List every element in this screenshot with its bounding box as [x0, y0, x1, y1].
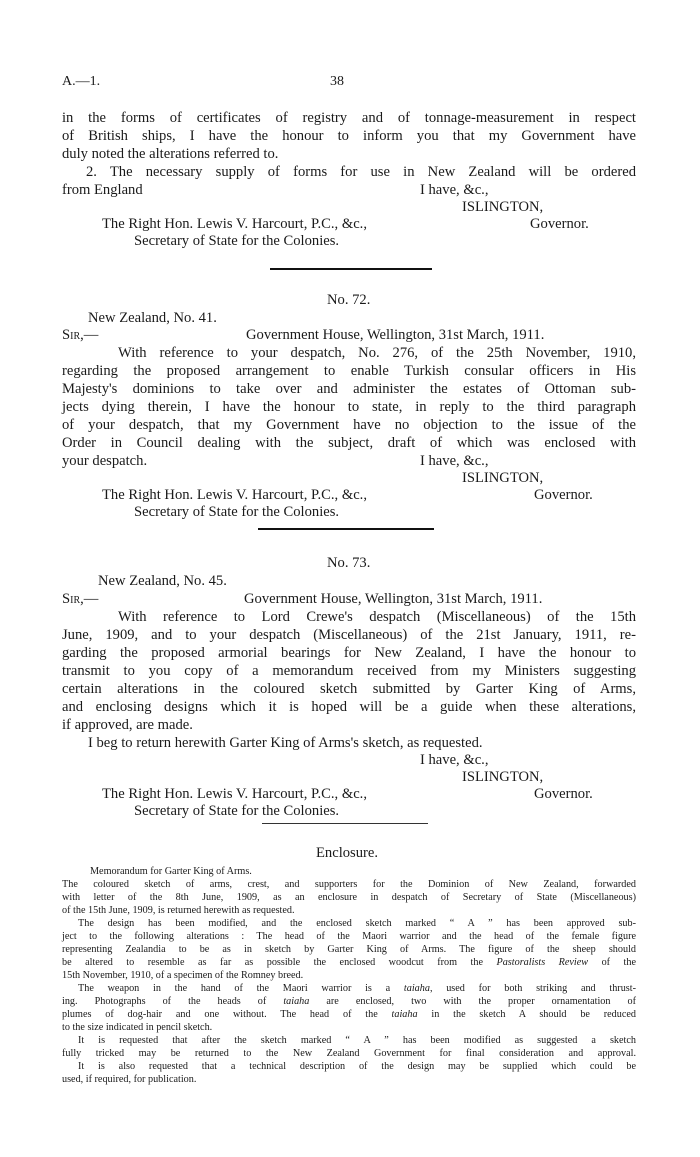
text-line: of your despatch, that my Government have no objection to the issue of the — [62, 417, 636, 433]
closing-have: I have, &c., — [420, 453, 489, 469]
page-number: 38 — [330, 74, 344, 89]
text-span: ing. Photographs of the heads of — [62, 996, 284, 1007]
addressee: The Right Hon. Lewis V. Harcourt, P.C., &c., — [102, 216, 367, 232]
text-line: if approved, are made. — [62, 717, 193, 733]
text-span: be altered to resemble as far as possible the enclosed woodcut from the — [62, 957, 497, 968]
addressee: The Right Hon. Lewis V. Harcourt, P.C., &c., — [102, 786, 367, 802]
text-span: The weapon in the hand of the Maori warrior is a — [78, 983, 404, 994]
despatch-number: No. 72. — [327, 292, 371, 308]
salutation: Sir,— — [62, 591, 99, 607]
signer-name: ISLINGTON, — [462, 769, 544, 785]
text-span-italic: taiaha — [283, 996, 310, 1007]
text-line: June, 1909, and to your despatch (Miscellaneous) of the 21st January, 1911, re- — [62, 627, 636, 643]
signer-role: Governor. — [534, 786, 593, 802]
text-line: Order in Council dealing with the subject, draft of which was enclosed with — [62, 435, 636, 451]
addressee-title: Secretary of State for the Colonies. — [134, 504, 340, 520]
text-span-italic: taiaha — [403, 983, 430, 994]
text-line — [78, 983, 636, 996]
text-line: Majesty's dominions to take over and administer the estates of Ottoman sub- — [62, 381, 636, 397]
text-line: representing Zealandia to be as in sketch by Garter King of Arms. The figure of the sheep should — [62, 944, 636, 955]
text-line: With reference to your despatch, No. 276, of the 25th November, 1910, — [118, 345, 636, 361]
despatch-reference: New Zealand, No. 41. — [88, 310, 217, 326]
text-line: 15th November, 1910, of a specimen of the Romney breed. — [62, 970, 304, 981]
text-line: The coloured sketch of arms, crest, and supporters for the Dominion of New Zealand, forwarded — [62, 879, 636, 890]
text-line: garding the proposed armorial bearings for New Zealand, I have the honour to — [62, 645, 636, 661]
signer-name: ISLINGTON, — [462, 470, 544, 486]
text-line: and enclosing designs which it is hoped will be a guide when these alterations, — [62, 699, 636, 715]
text-line: your despatch. — [62, 453, 148, 469]
text-line: duly noted the alterations referred to. — [62, 146, 279, 162]
despatch-number: No. 73. — [327, 555, 371, 571]
text-span-italic: Pastoralists Review — [496, 957, 589, 968]
addressee: The Right Hon. Lewis V. Harcourt, P.C., &c., — [102, 487, 367, 503]
closing-have: I have, &c., — [420, 182, 489, 198]
text-line: fully tricked may be returned to the New Zealand Government for final consideration and approval. — [62, 1048, 636, 1059]
text-line: It is also requested that a technical description of the design may be supplied which could be — [78, 1061, 636, 1072]
despatch-place-date: Government House, Wellington, 31st March, 1911. — [246, 327, 545, 343]
text-line: certain alterations in the coloured sketch submitted by Garter King of Arms, — [62, 681, 636, 697]
enclosure-title: Enclosure. — [316, 845, 379, 861]
text-span: are enclosed, two with the proper ornamentation of — [309, 996, 636, 1007]
section-divider — [270, 268, 432, 270]
text-span-italic: taiaha — [391, 1009, 418, 1020]
section-divider — [262, 823, 428, 824]
page-reference: A.—1. — [62, 74, 101, 89]
text-line: jects dying therein, I have the honour to state, in reply to the third paragraph — [62, 399, 636, 415]
text-line — [62, 1009, 636, 1022]
section-divider — [258, 528, 434, 530]
text-line: of British ships, I have the honour to inform you that my Government have — [62, 128, 636, 144]
despatch-place-date: Government House, Wellington, 31st March, 1911. — [244, 591, 543, 607]
text-line: of the 15th June, 1909, is returned herewith as requested. — [62, 905, 295, 916]
text-line — [62, 957, 636, 970]
text-line: regarding the proposed arrangement to enable Turkish consular officers in His — [62, 363, 636, 379]
text-line: transmit to you copy of a memorandum received from my Ministers suggesting — [62, 663, 636, 679]
salutation: Sir,— — [62, 327, 99, 343]
text-line — [62, 996, 636, 1009]
addressee-title: Secretary of State for the Colonies. — [134, 803, 340, 819]
addressee-title: Secretary of State for the Colonies. — [134, 233, 340, 249]
memo-heading: Memorandum for Garter King of Arms. — [90, 866, 252, 877]
text-line: 2. The necessary supply of forms for use in New Zealand will be ordered — [86, 164, 636, 180]
text-line: ject to the following alterations : The head of the Maori warrior and the head of the female figure — [62, 931, 636, 942]
signer-name: ISLINGTON, — [462, 199, 544, 215]
text-line: used, if required, for publication. — [62, 1074, 197, 1085]
text-line: With reference to Lord Crewe's despatch (Miscellaneous) of the 15th — [118, 609, 636, 625]
text-span: , used for both striking and thrust- — [429, 983, 636, 994]
closing-have: I have, &c., — [420, 752, 489, 768]
text-span: plumes of dog-hair and one without. The head of the — [62, 1009, 392, 1020]
text-line: from England — [62, 182, 143, 198]
text-line: in the forms of certificates of registry and of tonnage-measurement in respect — [62, 110, 636, 126]
text-line: The design has been modified, and the enclosed sketch marked “ A ” has been approved sub- — [78, 918, 636, 929]
text-line: with letter of the 8th June, 1909, as an enclosure in despatch of Secretary of State (Miscellaneous) — [62, 892, 636, 903]
text-line: It is requested that after the sketch marked “ A ” has been modified as suggested a sketch — [78, 1035, 636, 1046]
text-span: of the — [588, 957, 636, 968]
text-span: in the sketch A should be reduced — [417, 1009, 636, 1020]
text-line: to the size indicated in pencil sketch. — [62, 1022, 213, 1033]
signer-role: Governor. — [530, 216, 589, 232]
signer-role: Governor. — [534, 487, 593, 503]
despatch-reference: New Zealand, No. 45. — [98, 573, 227, 589]
text-line: I beg to return herewith Garter King of Arms's sketch, as requested. — [88, 735, 483, 751]
